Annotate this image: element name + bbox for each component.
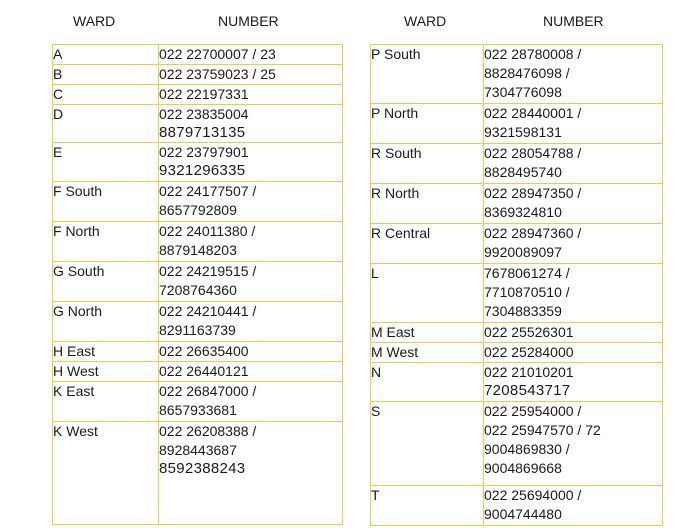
phone-number: 022 24177507 /	[159, 183, 257, 199]
phone-number: 7208543717	[484, 382, 571, 399]
table-row	[371, 264, 663, 323]
phone-number-cell	[484, 104, 663, 144]
table-row	[371, 104, 663, 144]
ward-name-cell: K East	[53, 382, 159, 422]
table-row	[53, 222, 343, 262]
phone-number: 8879148203	[159, 242, 237, 258]
phone-number: 8879713135	[159, 124, 246, 141]
phone-number: 022 22197331	[159, 86, 249, 102]
phone-number: 022 23759023 / 25	[159, 66, 276, 82]
phone-number-cell	[159, 422, 343, 525]
phone-number: 7304883359	[484, 303, 562, 319]
phone-number-cell	[484, 486, 663, 526]
phone-number: 022 23797901	[159, 144, 249, 160]
table-row	[53, 45, 343, 65]
phone-number: 022 24210441 /	[159, 303, 257, 319]
ward-name-cell: F South	[53, 182, 159, 222]
phone-number: 8828476098 /	[484, 65, 570, 81]
table-row	[371, 45, 663, 104]
phone-number: 8291163739	[159, 322, 236, 338]
phone-number: 9004869830 /	[484, 441, 570, 457]
phone-number: 8828495740	[484, 164, 562, 180]
phone-number-cell	[484, 363, 663, 402]
table-row	[371, 486, 663, 526]
phone-number: 022 25694000 /	[484, 487, 582, 503]
table-row	[53, 262, 343, 302]
phone-number: 022 26208388 /	[159, 423, 257, 439]
phone-number: 022 28054788 /	[484, 145, 582, 161]
ward-name-cell: M West	[371, 343, 484, 363]
ward-name-cell: K West	[53, 422, 159, 525]
ward-name-cell: E	[53, 143, 159, 182]
table-row	[53, 182, 343, 222]
phone-number: 9321296335	[159, 162, 246, 179]
table-row	[53, 143, 343, 182]
table-row	[371, 144, 663, 184]
ward-name-cell: R North	[371, 184, 484, 224]
ward-name-cell: T	[371, 486, 484, 526]
phone-number-cell	[159, 302, 343, 342]
phone-number: 8657933681	[159, 402, 237, 418]
phone-number: 022 28947350 /	[484, 185, 582, 201]
table-row	[53, 302, 343, 342]
ward-name-cell: G South	[53, 262, 159, 302]
left-ward-table	[52, 44, 343, 525]
phone-number: 022 24011380 /	[159, 223, 256, 239]
table-row	[371, 343, 663, 363]
ward-name-cell: R Central	[371, 224, 484, 264]
phone-number-cell	[484, 264, 663, 323]
phone-number-cell	[159, 85, 343, 105]
left-ward-header: WARD	[73, 13, 116, 29]
phone-number: 9920089097	[484, 244, 562, 260]
phone-number: 022 24219515 /	[159, 263, 257, 279]
phone-number: 022 23835004	[159, 106, 249, 122]
phone-number-cell	[159, 182, 343, 222]
phone-number: 022 26635400	[159, 343, 249, 359]
phone-number-cell	[159, 65, 343, 85]
phone-number: 022 25284000	[484, 344, 574, 360]
ward-name-cell: R South	[371, 144, 484, 184]
ward-name-cell: H West	[53, 362, 159, 382]
phone-number-cell	[159, 382, 343, 422]
phone-number-cell	[159, 45, 343, 65]
phone-number: 8928443687	[159, 442, 237, 458]
phone-number: 8369324810	[484, 204, 562, 220]
table-row	[53, 65, 343, 85]
phone-number: 7304776098	[484, 84, 562, 100]
phone-number: 022 25947570 / 72	[484, 422, 601, 438]
phone-number: 022 21010201	[484, 364, 574, 380]
phone-number: 022 22700007 / 23	[159, 46, 276, 62]
phone-number: 9004744480	[484, 506, 562, 522]
table-row	[53, 422, 343, 525]
phone-number-cell	[484, 224, 663, 264]
ward-name-cell: P South	[371, 45, 484, 104]
phone-number-cell	[159, 342, 343, 362]
table-row	[371, 184, 663, 224]
phone-number: 8657792809	[159, 202, 237, 218]
table-row	[53, 342, 343, 362]
table-row	[371, 363, 663, 402]
right-ward-header: WARD	[404, 13, 447, 29]
phone-number-cell	[159, 362, 343, 382]
ward-name-cell: L	[371, 264, 484, 323]
table-row	[53, 362, 343, 382]
phone-number: 8592388243	[159, 460, 246, 477]
ward-name-cell: N	[371, 363, 484, 402]
table-row	[371, 402, 663, 486]
phone-number-cell	[484, 45, 663, 104]
phone-number-cell	[159, 143, 343, 182]
phone-number: 022 26440121	[159, 363, 249, 379]
phone-number: 7710870510 /	[484, 284, 570, 300]
table-row	[371, 224, 663, 264]
right-number-header: NUMBER	[543, 13, 604, 29]
phone-number: 022 28947360 /	[484, 225, 582, 241]
phone-number: 022 25954000 /	[484, 403, 582, 419]
ward-name-cell: C	[53, 85, 159, 105]
phone-number: 022 26847000 /	[159, 383, 257, 399]
phone-number: 7208764360	[159, 282, 237, 298]
table-row	[53, 85, 343, 105]
ward-name-cell: M East	[371, 323, 484, 343]
right-ward-table	[370, 44, 663, 526]
phone-number: 9321598131	[484, 124, 562, 140]
phone-number: 022 28440001 /	[484, 105, 582, 121]
left-number-header: NUMBER	[218, 13, 279, 29]
phone-number: 9004869668	[484, 460, 562, 476]
ward-name-cell: A	[53, 45, 159, 65]
ward-name-cell: B	[53, 65, 159, 85]
ward-name-cell: P North	[371, 104, 484, 144]
phone-number-cell	[484, 323, 663, 343]
phone-number-cell	[484, 144, 663, 184]
ward-name-cell: F North	[53, 222, 159, 262]
phone-number: 022 28780008 /	[484, 46, 582, 62]
table-row	[53, 105, 343, 143]
phone-number-cell	[484, 184, 663, 224]
phone-number: 022 25526301	[484, 324, 574, 340]
table-row	[53, 382, 343, 422]
phone-number-cell	[159, 222, 343, 262]
ward-name-cell: G North	[53, 302, 159, 342]
phone-number-cell	[484, 402, 663, 486]
phone-number-cell	[484, 343, 663, 363]
ward-name-cell: D	[53, 105, 159, 143]
ward-name-cell: H East	[53, 342, 159, 362]
phone-number-cell	[159, 105, 343, 143]
phone-number-cell	[159, 262, 343, 302]
ward-name-cell: S	[371, 402, 484, 486]
phone-number: 7678061274 /	[484, 265, 570, 281]
table-row	[371, 323, 663, 343]
